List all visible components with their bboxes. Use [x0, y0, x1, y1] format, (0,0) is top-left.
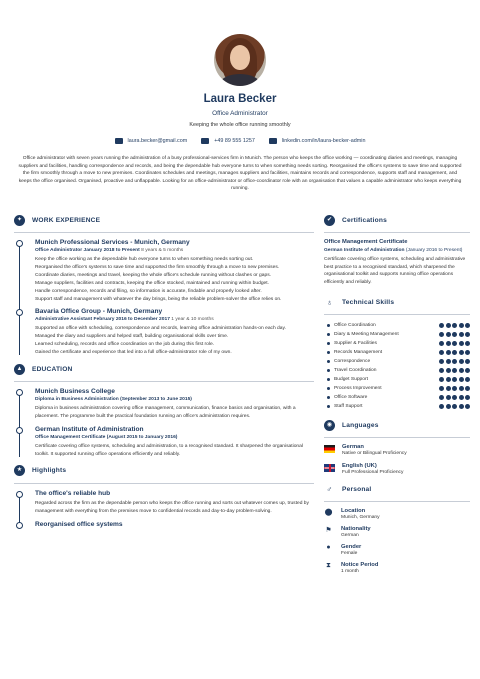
- certification-issuer-line: [324, 247, 470, 254]
- star-icon: ★: [14, 465, 25, 476]
- divider: [14, 381, 314, 382]
- rating-dot: [465, 395, 470, 400]
- divider: [324, 437, 470, 438]
- skill-rating: [439, 404, 470, 409]
- entry-line: Gained the certificate and experience that led into a full office-administrator role of my own.: [35, 350, 232, 356]
- certification-description: Certificate covering office systems, scheduling and administrative best practice to a recognised standard, which sharpened the organisational toolkit and supports running office operations efficiently and reliably.: [324, 257, 466, 285]
- globe-icon: ◉: [324, 420, 335, 431]
- entry-title: German Institute of Administration: [35, 425, 144, 433]
- language-name: English (UK): [342, 463, 377, 470]
- german-flag-icon: [324, 445, 335, 453]
- section-languages-header: [324, 419, 470, 431]
- section-title: Certifications: [342, 216, 387, 224]
- section-education-header: [14, 363, 314, 375]
- entry-description: Regarded across the firm as the dependable person who keeps the office running and sorts out whatever comes up, trusted by management with everything from the premises move to confidential records and day-to-day problem-solving.: [35, 500, 309, 514]
- rating-dot: [439, 359, 444, 364]
- rating-dot: [459, 377, 464, 382]
- entry-dates: January 2018 to Present: [83, 248, 140, 253]
- skill-rating: [439, 368, 470, 373]
- rating-dot: [452, 359, 457, 364]
- entry-line: Handle correspondence, records and filing, so information is accurate, findable and properly looked after.: [35, 288, 262, 294]
- education-entry: [35, 388, 314, 421]
- entry-role: Office Management Certificate: [35, 434, 106, 440]
- rating-dot: [446, 404, 451, 409]
- language-level: Full Professional Proficiency: [342, 470, 404, 476]
- linkedin-icon: [269, 138, 277, 144]
- personal-item-nationality: [324, 526, 470, 538]
- linkedin-contact[interactable]: [269, 138, 366, 144]
- experience-timeline: [14, 239, 314, 357]
- skill-item: [324, 375, 470, 384]
- skill-rating: [439, 386, 470, 391]
- bullet-icon: [327, 378, 330, 381]
- rating-dot: [465, 323, 470, 328]
- phone-icon: [201, 138, 209, 144]
- entry-role: Office Administrator: [35, 248, 83, 253]
- rating-dot: [446, 359, 451, 364]
- entry-duration: 1 year & 10 months: [171, 317, 214, 323]
- rating-dot: [439, 350, 444, 355]
- personal-item-notice: [324, 562, 470, 574]
- skill-label: Correspondence: [334, 359, 371, 365]
- language-item: [324, 463, 470, 475]
- skill-item: [324, 330, 470, 339]
- entry-subtitle: [35, 316, 314, 323]
- divider: [324, 232, 470, 233]
- entry-title: Bavaria Office Group - Munich, Germany: [35, 308, 163, 316]
- timeline-dot: [16, 491, 23, 498]
- entry-title: Munich Professional Services - Munich, Germany: [35, 239, 190, 246]
- divider: [324, 501, 470, 502]
- skill-item: [324, 339, 470, 348]
- bullet-icon: [327, 387, 330, 390]
- skill-item: [324, 321, 470, 330]
- timeline-dot: [16, 240, 23, 247]
- personal-value: Munich, Germany: [341, 515, 380, 521]
- rating-dot: [446, 323, 451, 328]
- rating-dot: [452, 341, 457, 346]
- skill-item: [324, 366, 470, 375]
- bullet-icon: [327, 324, 330, 327]
- compass-icon: ✦: [14, 215, 25, 226]
- skill-label: Diary & Meeting Management: [334, 332, 399, 338]
- rating-dot: [446, 350, 451, 355]
- email-icon: [115, 138, 123, 144]
- rating-dot: [459, 323, 464, 328]
- section-title: EDUCATION: [32, 365, 73, 373]
- education-timeline: [14, 388, 314, 459]
- skill-label: Travel Coordination: [334, 368, 377, 374]
- personal-label: Notice Period: [341, 562, 379, 569]
- timeline-dot: [16, 389, 23, 396]
- entry-dates: (August 2015 to January 2016): [106, 434, 178, 440]
- certificate-icon: ✔: [324, 215, 335, 226]
- entry-description: [35, 256, 314, 303]
- experience-entry: [35, 239, 314, 303]
- graduation-cap-icon: ▲: [14, 364, 25, 375]
- skill-label: Office Software: [334, 395, 368, 401]
- rating-dot: [439, 395, 444, 400]
- experience-entry: [35, 308, 314, 357]
- personal-value: German: [341, 533, 359, 539]
- bullet-icon: [327, 369, 330, 372]
- section-title: Languages: [342, 421, 379, 429]
- skill-item: [324, 402, 470, 411]
- timeline-dot: [16, 522, 23, 529]
- education-entry: [35, 426, 314, 459]
- rating-dot: [465, 377, 470, 382]
- hourglass-icon: ⧗: [326, 562, 331, 570]
- rating-dot: [439, 386, 444, 391]
- lightbulb-icon: ♁: [326, 297, 333, 307]
- entry-subtitle: [35, 396, 314, 403]
- rating-dot: [452, 368, 457, 373]
- email-text[interactable]: laura.becker@gmail.com: [127, 138, 188, 144]
- skill-rating: [439, 377, 470, 382]
- skill-label: Process Improvement: [334, 386, 382, 392]
- gender-icon: ♂: [326, 484, 333, 494]
- section-title: Highlights: [32, 467, 67, 475]
- rating-dot: [439, 323, 444, 328]
- certification-dates: (January 2016 to Present): [405, 248, 463, 253]
- rating-dot: [465, 386, 470, 391]
- rating-dot: [459, 359, 464, 364]
- skill-label: Staff Support: [334, 404, 363, 410]
- rating-dot: [439, 341, 444, 346]
- section-highlights-header: [14, 465, 314, 477]
- section-experience-header: [14, 214, 314, 226]
- rating-dot: [465, 404, 470, 409]
- candidate-tagline: Keeping the whole office running smoothly: [189, 122, 291, 128]
- section-certifications-header: [324, 214, 470, 226]
- rating-dot: [446, 368, 451, 373]
- bullet-icon: [327, 405, 330, 408]
- language-level: Native or Bilingual Proficiency: [342, 451, 407, 457]
- rating-dot: [465, 368, 470, 373]
- entry-title: Reorganised office systems: [35, 520, 123, 528]
- entry-description: [35, 325, 314, 357]
- skill-item: [324, 393, 470, 402]
- timeline-dot: [16, 309, 23, 316]
- profile-photo: [214, 34, 266, 86]
- section-skills-header: [324, 296, 470, 308]
- entry-line: Managed the diary and suppliers and helped staff, building organisational skills over time.: [35, 334, 229, 340]
- rating-dot: [459, 395, 464, 400]
- entry-line: Reorganised the office's systems to save time and supported the firm smoothly through a move to new premises.: [35, 264, 280, 270]
- bullet-icon: [327, 360, 330, 363]
- skill-item: [324, 384, 470, 393]
- entry-dates: (September 2013 to June 2015): [120, 397, 192, 403]
- skill-rating: [439, 359, 470, 364]
- rating-dot: [439, 332, 444, 337]
- profile-summary: Office administrator with seven years running the administration of a busy professional-services firm in Munich. The person who keeps the office working — coordinating diaries and meetings, managing suppliers and facilities, handling correspondence and records, and being the dependable hub everyone turns to when something needs sorting. Reorganised the office's systems to save time and supported the firm smoothly through a move to new premises. Coordinates schedules and meetings, manages suppliers and facilities, maintains records and correspondence, supports staff and management, and keeps the office organised. Organised, proactive and unflappable. Looking for an office-administrator or office-coordinator role with an organisation that values a capable administrator who keeps everything running.: [18, 156, 462, 192]
- entry-description: Diploma in business administration covering office management, communication, finance basics and organisation, with a placement. The programme built the practical foundation running an office's administration requires.: [35, 406, 296, 419]
- entry-description: Certificate covering office systems, scheduling and administration, to a recognised standard. It sharpened the organisational toolkit. It supported running office operations efficiently and reliably.: [35, 443, 303, 457]
- personal-value: 1 month: [341, 569, 359, 575]
- left-column: [14, 214, 314, 534]
- rating-dot: [465, 359, 470, 364]
- entry-line: Supported an office with scheduling, correspondence and records, learning office administration hands-on each day.: [35, 326, 286, 332]
- rating-dot: [452, 395, 457, 400]
- uk-flag-icon: [324, 464, 335, 472]
- skill-rating: [439, 332, 470, 337]
- personal-value: Female: [341, 551, 358, 557]
- phone-text[interactable]: +49 89 555 1257: [214, 138, 255, 144]
- timeline-dot: [16, 427, 23, 434]
- rating-dot: [459, 386, 464, 391]
- personal-item-location: [324, 508, 470, 520]
- divider: [14, 483, 314, 484]
- rating-dot: [459, 341, 464, 346]
- candidate-role: Office Administrator: [212, 110, 268, 117]
- rating-dot: [446, 332, 451, 337]
- skill-label: Office Coordination: [334, 323, 376, 329]
- skill-rating: [439, 323, 470, 328]
- personal-label: Gender: [341, 544, 362, 551]
- rating-dot: [465, 332, 470, 337]
- skill-rating: [439, 341, 470, 346]
- highlight-entry: [35, 490, 314, 516]
- bullet-icon: [327, 351, 330, 354]
- entry-title: The office's reliable hub: [35, 489, 111, 497]
- entry-dates: February 2016 to December 2017: [93, 317, 170, 323]
- divider: [14, 232, 314, 233]
- rating-dot: [439, 404, 444, 409]
- skills-list: [324, 321, 470, 411]
- contact-bar: [0, 138, 480, 144]
- skill-item: [324, 348, 470, 357]
- rating-dot: [446, 395, 451, 400]
- personal-item-gender: [324, 544, 470, 556]
- certification-name: Office Management Certificate: [324, 239, 408, 245]
- skill-label: Budget Support: [334, 377, 368, 383]
- rating-dot: [459, 350, 464, 355]
- rating-dot: [446, 386, 451, 391]
- rating-dot: [459, 332, 464, 337]
- highlight-entry: [35, 521, 314, 529]
- rating-dot: [452, 323, 457, 328]
- candidate-name: Laura Becker: [203, 93, 277, 105]
- divider: [324, 314, 470, 315]
- certification-issuer: German Institute of Administration: [324, 248, 405, 253]
- rating-dot: [452, 350, 457, 355]
- rating-dot: [446, 377, 451, 382]
- entry-line: Support staff and management with whatever the day brings, being the reliable problem-solver the office relies on.: [35, 296, 282, 302]
- person-icon: ●: [326, 544, 331, 552]
- skill-label: Supplier & Facilities: [334, 341, 377, 347]
- entry-line: Keep the office working as the dependable hub everyone turns to when something needs sorting out.: [35, 257, 254, 262]
- rating-dot: [452, 332, 457, 337]
- highlights-timeline: [14, 490, 314, 529]
- entry-line: Manage suppliers, facilities and contracts, keeping the office stocked, maintained and running within budget.: [35, 280, 269, 286]
- skill-label: Records Management: [334, 350, 383, 356]
- language-name: German: [342, 444, 364, 451]
- entry-line: Coordinate diaries, meetings and travel, keeping the whole office's schedule running without clashes or gaps.: [35, 272, 272, 278]
- skill-rating: [439, 350, 470, 355]
- entry-role: Administrative Assistant: [35, 317, 93, 323]
- personal-label: Nationality: [341, 526, 371, 533]
- entry-title: Munich Business College: [35, 388, 115, 396]
- skill-item: [324, 357, 470, 366]
- phone-contact[interactable]: [201, 138, 255, 144]
- rating-dot: [459, 368, 464, 373]
- rating-dot: [446, 341, 451, 346]
- rating-dot: [439, 368, 444, 373]
- flag-icon: ⚑: [325, 527, 332, 535]
- section-title: Technical Skills: [342, 298, 395, 306]
- linkedin-text[interactable]: linkedin.com/in/laura-becker-admin: [281, 138, 366, 144]
- entry-line: Learned scheduling, records and office coordination on the job during this first role.: [35, 342, 215, 348]
- entry-role: Diploma in Business Administration: [35, 397, 119, 403]
- section-title: Personal: [342, 485, 372, 493]
- rating-dot: [439, 377, 444, 382]
- email-contact[interactable]: [115, 138, 188, 144]
- section-personal-header: [324, 483, 470, 495]
- rating-dot: [465, 350, 470, 355]
- rating-dot: [465, 341, 470, 346]
- bullet-icon: [327, 333, 330, 336]
- rating-dot: [459, 404, 464, 409]
- location-pin-icon: ⬤: [324, 509, 333, 517]
- rating-dot: [452, 404, 457, 409]
- bullet-icon: [327, 342, 330, 345]
- rating-dot: [452, 386, 457, 391]
- skill-rating: [439, 395, 470, 400]
- right-column: [324, 214, 470, 580]
- entry-duration: 8 years & 5 months: [141, 248, 184, 253]
- bullet-icon: [327, 396, 330, 399]
- entry-subtitle: [35, 247, 314, 254]
- entry-subtitle: [35, 434, 314, 441]
- personal-label: Location: [341, 508, 366, 515]
- language-item: [324, 444, 470, 456]
- section-title: WORK EXPERIENCE: [32, 216, 101, 224]
- rating-dot: [452, 377, 457, 382]
